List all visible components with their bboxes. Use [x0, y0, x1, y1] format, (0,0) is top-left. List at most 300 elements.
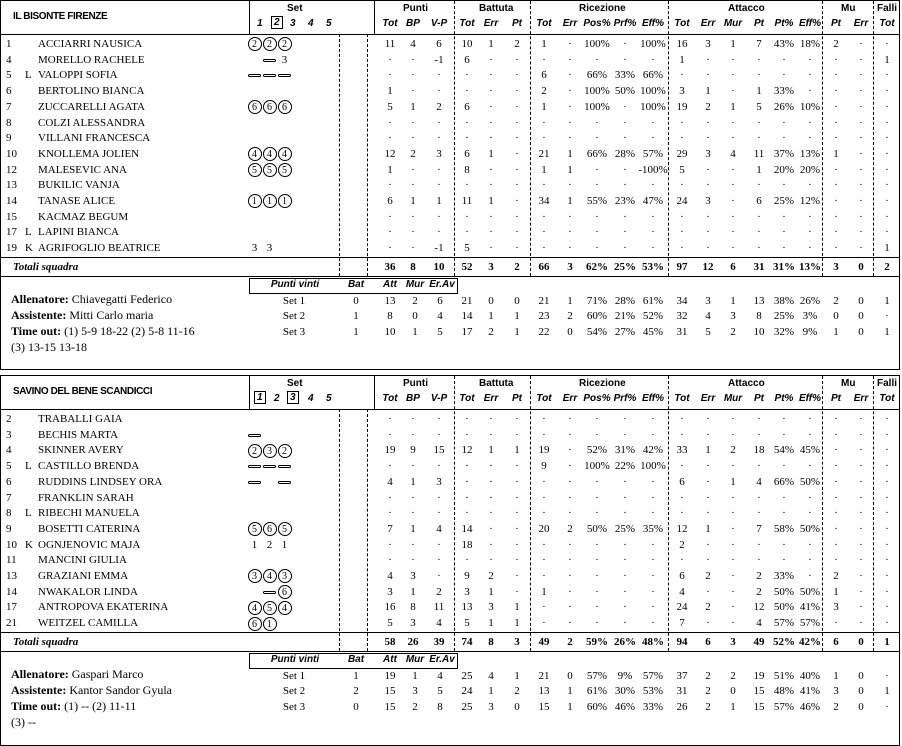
stat-cell: ·: [731, 522, 735, 535]
stat-cell: ·: [437, 179, 441, 192]
stat-cell: ·: [834, 163, 838, 176]
set-erav: 5: [437, 325, 443, 338]
header-group: Battuta: [479, 3, 514, 14]
stat-cell: ·: [489, 522, 493, 535]
player-name: TANASE ALICE: [38, 195, 116, 207]
stat-cell: ·: [388, 69, 392, 82]
stat-cell: ·: [437, 226, 441, 239]
totals-cell: 1: [884, 635, 890, 648]
set-lineup: [247, 130, 309, 146]
stat-cell: ·: [623, 601, 627, 614]
set-start-position: 3: [248, 569, 262, 583]
stat-cell: ·: [568, 475, 572, 488]
timeouts-line: [11, 324, 195, 339]
stat-cell: ·: [706, 210, 710, 223]
stat-cell: 3: [679, 85, 685, 98]
stat-cell: ·: [595, 617, 599, 630]
stat-cell: ·: [568, 538, 572, 551]
stat-cell: 7: [387, 522, 393, 535]
stat-cell: 52%: [586, 444, 608, 457]
stat-cell: ·: [782, 460, 786, 473]
set-lineup: [247, 584, 309, 600]
set-erav: 6: [437, 294, 443, 307]
stat-cell: ·: [782, 538, 786, 551]
stat-cell: 25%: [773, 195, 795, 207]
player-number: 15: [6, 210, 17, 223]
stat-cell: ·: [808, 413, 812, 425]
stat-cell: ·: [542, 538, 546, 551]
stat-cell: 1: [387, 85, 393, 98]
team-name: SAVINO DEL BENE SCANDICCI: [13, 386, 153, 397]
stat-cell: ·: [731, 491, 735, 504]
player-number: 5: [6, 460, 12, 473]
stat-cell: ·: [757, 428, 761, 441]
stat-cell: ·: [706, 491, 710, 504]
stat-cell: ·: [782, 413, 786, 425]
set-start-position: 2: [248, 444, 262, 458]
stat-cell: ·: [465, 226, 469, 239]
stat-cell: 2: [730, 444, 736, 457]
player-row: [1, 537, 899, 553]
stat-cell: ·: [542, 617, 546, 630]
stat-cell: ·: [885, 460, 889, 473]
set-lineup: [247, 599, 309, 615]
header-subcolumn: Tot: [382, 18, 398, 29]
set-summary-heading: Bat: [347, 278, 365, 290]
set-stat-cell: 25%: [773, 310, 795, 323]
set-slot: 1: [251, 538, 258, 551]
stat-cell: ·: [411, 491, 415, 504]
totals-label: Totali squadra: [13, 635, 79, 648]
player-name: CASTILLO BRENDA: [38, 460, 140, 473]
stat-cell: ·: [542, 554, 546, 567]
stat-cell: ·: [411, 85, 415, 98]
stat-cell: ·: [568, 69, 572, 82]
header-subcolumn: BP: [406, 18, 420, 29]
stat-cell: ·: [595, 491, 599, 504]
stat-cell: ·: [808, 554, 812, 567]
set-stat-cell: 15: [538, 700, 550, 713]
stat-cell: ·: [859, 38, 863, 50]
stat-cell: ·: [595, 475, 599, 488]
player-name: FRANKLIN SARAH: [38, 491, 134, 504]
totals-cell: 53%: [642, 260, 664, 273]
set-stat-cell: 60%: [586, 700, 608, 713]
player-number: 14: [6, 585, 17, 598]
stat-cell: ·: [757, 507, 761, 520]
stat-cell: ·: [680, 132, 684, 145]
set-label: Set 1: [282, 669, 306, 682]
player-role: L: [25, 226, 32, 239]
stat-cell: ·: [437, 210, 441, 223]
set-stat-cell: 1: [833, 669, 839, 682]
player-name: WEITZEL CAMILLA: [38, 617, 139, 630]
stat-cell: ·: [411, 554, 415, 567]
coach-value: Gaspari Marco: [71, 666, 144, 681]
player-row: [1, 474, 899, 490]
stat-cell: ·: [885, 210, 889, 223]
stat-cell: 1: [436, 195, 442, 207]
stat-cell: 6: [464, 100, 470, 113]
stat-cell: ·: [568, 242, 572, 255]
stat-cell: ·: [885, 538, 889, 551]
set-start-position: 2: [278, 444, 292, 458]
player-number: 17: [6, 601, 17, 614]
stat-cell: ·: [388, 226, 392, 239]
set-bat: 2: [353, 685, 359, 698]
stat-cell: ·: [651, 570, 655, 582]
set-stat-cell: 27%: [614, 325, 636, 338]
header-set-number: 5: [326, 393, 332, 404]
stat-cell: ·: [568, 116, 572, 129]
stat-cell: ·: [465, 413, 469, 425]
stat-cell: ·: [885, 585, 889, 598]
totals-cell: 6: [705, 635, 711, 648]
set-stat-cell: 21: [461, 294, 473, 307]
player-name: BUKILIC VANJA: [38, 179, 120, 192]
set-start-position: 1: [263, 617, 277, 631]
set-substitute-mark: [278, 465, 291, 468]
set-lineup: [247, 552, 309, 568]
set-substitute-mark: [248, 74, 261, 77]
stat-cell: 3: [410, 617, 416, 630]
assistant-coach-value: Kantor Sandor Gyula: [69, 682, 172, 697]
totals-cell: 25%: [614, 260, 636, 273]
player-name: KNOLLEMA JOLIEN: [38, 147, 140, 160]
player-number: 4: [6, 53, 12, 66]
stat-cell: ·: [834, 428, 838, 441]
stat-cell: ·: [680, 428, 684, 441]
stat-cell: ·: [489, 132, 493, 145]
stat-cell: ·: [465, 475, 469, 488]
stat-cell: 25%: [614, 522, 636, 535]
set-stat-cell: 3%: [802, 310, 818, 323]
stat-cell: ·: [623, 570, 627, 582]
set-label: Set 1: [282, 294, 306, 307]
stat-cell: ·: [680, 491, 684, 504]
player-number: 6: [6, 85, 12, 98]
stat-cell: ·: [542, 242, 546, 255]
stat-cell: ·: [885, 163, 889, 176]
stat-cell: ·: [515, 585, 519, 598]
stat-cell: ·: [623, 242, 627, 255]
timeouts-label: Time out:: [11, 323, 62, 338]
stat-cell: 1: [541, 585, 547, 598]
set-stat-cell: 2: [833, 294, 839, 307]
stat-cell: -1: [434, 242, 444, 255]
stat-cell: 100%: [640, 100, 666, 113]
set-stat-cell: 4: [705, 310, 711, 323]
set-stat-cell: 45%: [642, 325, 664, 338]
stat-cell: ·: [388, 538, 392, 551]
set-stat-cell: 31: [676, 685, 688, 698]
set-start-position: 3: [263, 444, 277, 458]
stat-cell: ·: [411, 226, 415, 239]
header-group: Mu: [841, 3, 856, 14]
stat-cell: ·: [808, 132, 812, 145]
set-start-position: 3: [278, 569, 292, 583]
player-row: [1, 240, 899, 256]
stat-cell: 42%: [642, 444, 664, 457]
header-subcolumn: Err: [483, 393, 499, 404]
stat-cell: ·: [542, 226, 546, 239]
player-number: 4: [6, 444, 12, 457]
set-lineup: [247, 193, 309, 209]
stat-cell: ·: [437, 132, 441, 145]
player-number: 2: [6, 413, 12, 425]
set-stat-cell: 71%: [586, 294, 608, 307]
stat-cell: ·: [489, 428, 493, 441]
stat-cell: 54%: [773, 444, 795, 457]
set-stat-cell: 32: [676, 310, 688, 323]
stat-cell: ·: [388, 116, 392, 129]
stat-cell: 4: [756, 475, 762, 488]
player-name: LAPINI BIANCA: [38, 226, 119, 239]
set-start-position: 1: [248, 194, 262, 208]
set-stat-cell: 30%: [614, 685, 636, 698]
stat-cell: 1: [410, 585, 416, 598]
set-substitute-mark: [278, 74, 291, 77]
stat-cell: 18: [461, 538, 473, 551]
stat-cell: ·: [651, 179, 655, 192]
stat-cell: 6: [756, 195, 762, 207]
stat-cell: ·: [885, 428, 889, 441]
stat-cell: ·: [437, 491, 441, 504]
stat-cell: ·: [757, 538, 761, 551]
stat-cell: ·: [859, 179, 863, 192]
stat-cell: ·: [706, 585, 710, 598]
stat-cell: 3: [464, 585, 470, 598]
stat-cell: 33%: [773, 570, 795, 582]
set-stat-cell: 9%: [617, 669, 633, 682]
stat-cell: 7: [756, 38, 762, 50]
stat-cell: ·: [706, 69, 710, 82]
player-row: [1, 584, 899, 600]
stat-cell: ·: [623, 53, 627, 66]
stat-cell: ·: [706, 179, 710, 192]
set-label: Set 2: [282, 310, 306, 323]
player-name: VILLANI FRANCESCA: [38, 132, 151, 145]
stat-cell: 12: [676, 522, 688, 535]
set-start-position: 6: [278, 100, 292, 114]
totals-divider: [1, 257, 899, 258]
stat-cell: 57%: [799, 617, 821, 630]
stat-cell: 12: [461, 444, 473, 457]
stat-cell: ·: [651, 507, 655, 520]
player-number: 7: [6, 100, 12, 113]
header-set-number: 4: [308, 393, 314, 404]
stat-cell: ·: [411, 507, 415, 520]
set-slot: 3: [281, 53, 288, 66]
set-start-position: 4: [263, 147, 277, 161]
set-lineup: [247, 474, 309, 490]
stat-cell: ·: [489, 100, 493, 113]
stat-cell: ·: [859, 53, 863, 66]
header-group: Mu: [841, 378, 856, 389]
player-row: [1, 146, 899, 162]
totals-cell: 31: [753, 260, 765, 273]
header-set: Set: [287, 378, 303, 389]
stat-cell: ·: [411, 53, 415, 66]
stat-cell: ·: [623, 132, 627, 145]
player-number: 21: [6, 617, 17, 630]
set-stat-cell: 25: [461, 700, 473, 713]
totals-cell: 12: [702, 260, 714, 273]
stat-cell: ·: [542, 491, 546, 504]
stat-cell: ·: [568, 413, 572, 425]
stat-cell: 66%: [586, 69, 608, 82]
set-stat-cell: 28%: [614, 294, 636, 307]
player-number: 8: [6, 116, 12, 129]
stat-cell: ·: [515, 100, 519, 113]
stat-cell: 1: [541, 163, 547, 176]
set-substitute-mark: [248, 481, 261, 484]
stat-cell: 24: [676, 195, 688, 207]
stat-cell: ·: [706, 413, 710, 425]
stat-cell: 1: [833, 147, 839, 160]
player-row: [1, 115, 899, 131]
set-stat-cell: 1: [567, 685, 573, 698]
player-name: GRAZIANI EMMA: [38, 570, 129, 582]
team-away-panel: [0, 375, 900, 746]
set-stat-cell: 46%: [614, 700, 636, 713]
totals-cell: 6: [730, 260, 736, 273]
set-start-position: 6: [248, 617, 262, 631]
stat-cell: 7: [756, 522, 762, 535]
stat-cell: ·: [465, 116, 469, 129]
totals-cell: 13%: [799, 260, 821, 273]
set-stat-cell: 4: [488, 669, 494, 682]
stat-cell: 6: [464, 53, 470, 66]
header-subcolumn: Err: [700, 393, 716, 404]
set-lineup: [247, 209, 309, 225]
set-stat-cell: 0: [833, 310, 839, 323]
stat-cell: ·: [808, 210, 812, 223]
player-name: OGNJENOVIC MAJA: [38, 538, 141, 551]
set-start-position: 5: [248, 163, 262, 177]
set-slot: 2: [266, 538, 273, 551]
stat-cell: ·: [623, 475, 627, 488]
stat-cell: 2: [436, 585, 442, 598]
stat-cell: 5: [756, 100, 762, 113]
stat-cell: 100%: [584, 100, 610, 113]
totals-cell: 39: [433, 635, 445, 648]
player-name: TRABALLI GAIA: [38, 413, 123, 425]
set-slot: 1: [281, 538, 288, 551]
player-row: [1, 427, 899, 443]
stat-cell: ·: [706, 460, 710, 473]
stat-cell: 1: [730, 38, 736, 50]
header-subcolumn: Err: [483, 18, 499, 29]
stat-cell: 11: [461, 195, 473, 207]
stat-cell: ·: [731, 601, 735, 614]
stat-cell: ·: [834, 522, 838, 535]
totals-cell: 42%: [799, 635, 821, 648]
header-subcolumn: Mur: [723, 393, 743, 404]
stat-cell: ·: [515, 554, 519, 567]
player-row: [1, 52, 899, 68]
stat-cell: ·: [859, 475, 863, 488]
set-stat-cell: 41%: [799, 685, 821, 698]
stat-cell: ·: [834, 491, 838, 504]
set-lineup: [247, 162, 309, 178]
set-stat-cell: 0: [514, 294, 520, 307]
stat-cell: ·: [706, 132, 710, 145]
stat-cell: ·: [757, 116, 761, 129]
column-divider: [249, 1, 250, 34]
totals-cell: 52: [461, 260, 473, 273]
header-group: Punti: [403, 378, 428, 389]
stat-cell: ·: [859, 617, 863, 630]
set-lineup: [247, 240, 309, 256]
stat-cell: 57%: [773, 617, 795, 630]
totals-cell: 26: [407, 635, 419, 648]
set-stat-cell: 2: [833, 700, 839, 713]
stat-cell: ·: [782, 242, 786, 255]
player-role: L: [25, 69, 32, 82]
timeouts-line-2: (3) --: [11, 714, 36, 729]
set-start-position: 2: [278, 37, 292, 51]
stat-cell: 3: [705, 38, 711, 50]
stat-cell: 1: [541, 38, 547, 50]
stat-cell: ·: [859, 147, 863, 160]
stat-cell: 4: [756, 617, 762, 630]
stat-cell: ·: [595, 116, 599, 129]
stat-cell: ·: [411, 242, 415, 255]
stat-cell: ·: [808, 116, 812, 129]
stat-cell: 1: [567, 195, 573, 207]
player-name: BERTOLINO BIANCA: [38, 85, 145, 98]
stat-cell: 2: [705, 570, 711, 582]
stat-cell: ·: [859, 195, 863, 207]
stat-cell: ·: [859, 460, 863, 473]
stat-cell: 11: [384, 38, 396, 50]
stat-cell: ·: [808, 538, 812, 551]
set-stat-cell: 53%: [642, 685, 664, 698]
stat-cell: 2: [705, 601, 711, 614]
header-set-number: 1: [254, 391, 266, 404]
player-name: ZUCCARELLI AGATA: [38, 100, 145, 113]
stat-cell: 1: [488, 38, 494, 50]
set-stat-cell: 5: [705, 325, 711, 338]
stat-cell: ·: [595, 554, 599, 567]
set-stat-cell: 2: [514, 685, 520, 698]
stat-cell: ·: [465, 460, 469, 473]
player-role: K: [25, 538, 33, 551]
stat-cell: ·: [731, 242, 735, 255]
set-label: Set 2: [282, 685, 306, 698]
set-stat-cell: 1: [514, 310, 520, 323]
player-role: L: [25, 507, 32, 520]
stat-cell: ·: [651, 475, 655, 488]
set-substitute-mark: [263, 74, 276, 77]
stat-cell: 66%: [642, 69, 664, 82]
stat-cell: ·: [515, 85, 519, 98]
stat-cell: ·: [595, 226, 599, 239]
set-stat-cell: 0: [858, 685, 864, 698]
stat-cell: ·: [568, 428, 572, 441]
player-row: [1, 458, 899, 474]
header-subcolumn: Prf%: [613, 18, 637, 29]
totals-cell: 6: [833, 635, 839, 648]
stat-cell: ·: [731, 507, 735, 520]
player-role: L: [25, 460, 32, 473]
set-lineup: [247, 442, 309, 458]
player-number: 5: [6, 69, 12, 82]
stat-cell: ·: [489, 53, 493, 66]
stat-cell: 6: [464, 147, 470, 160]
set-summary-heading: Er.Av: [429, 653, 455, 665]
